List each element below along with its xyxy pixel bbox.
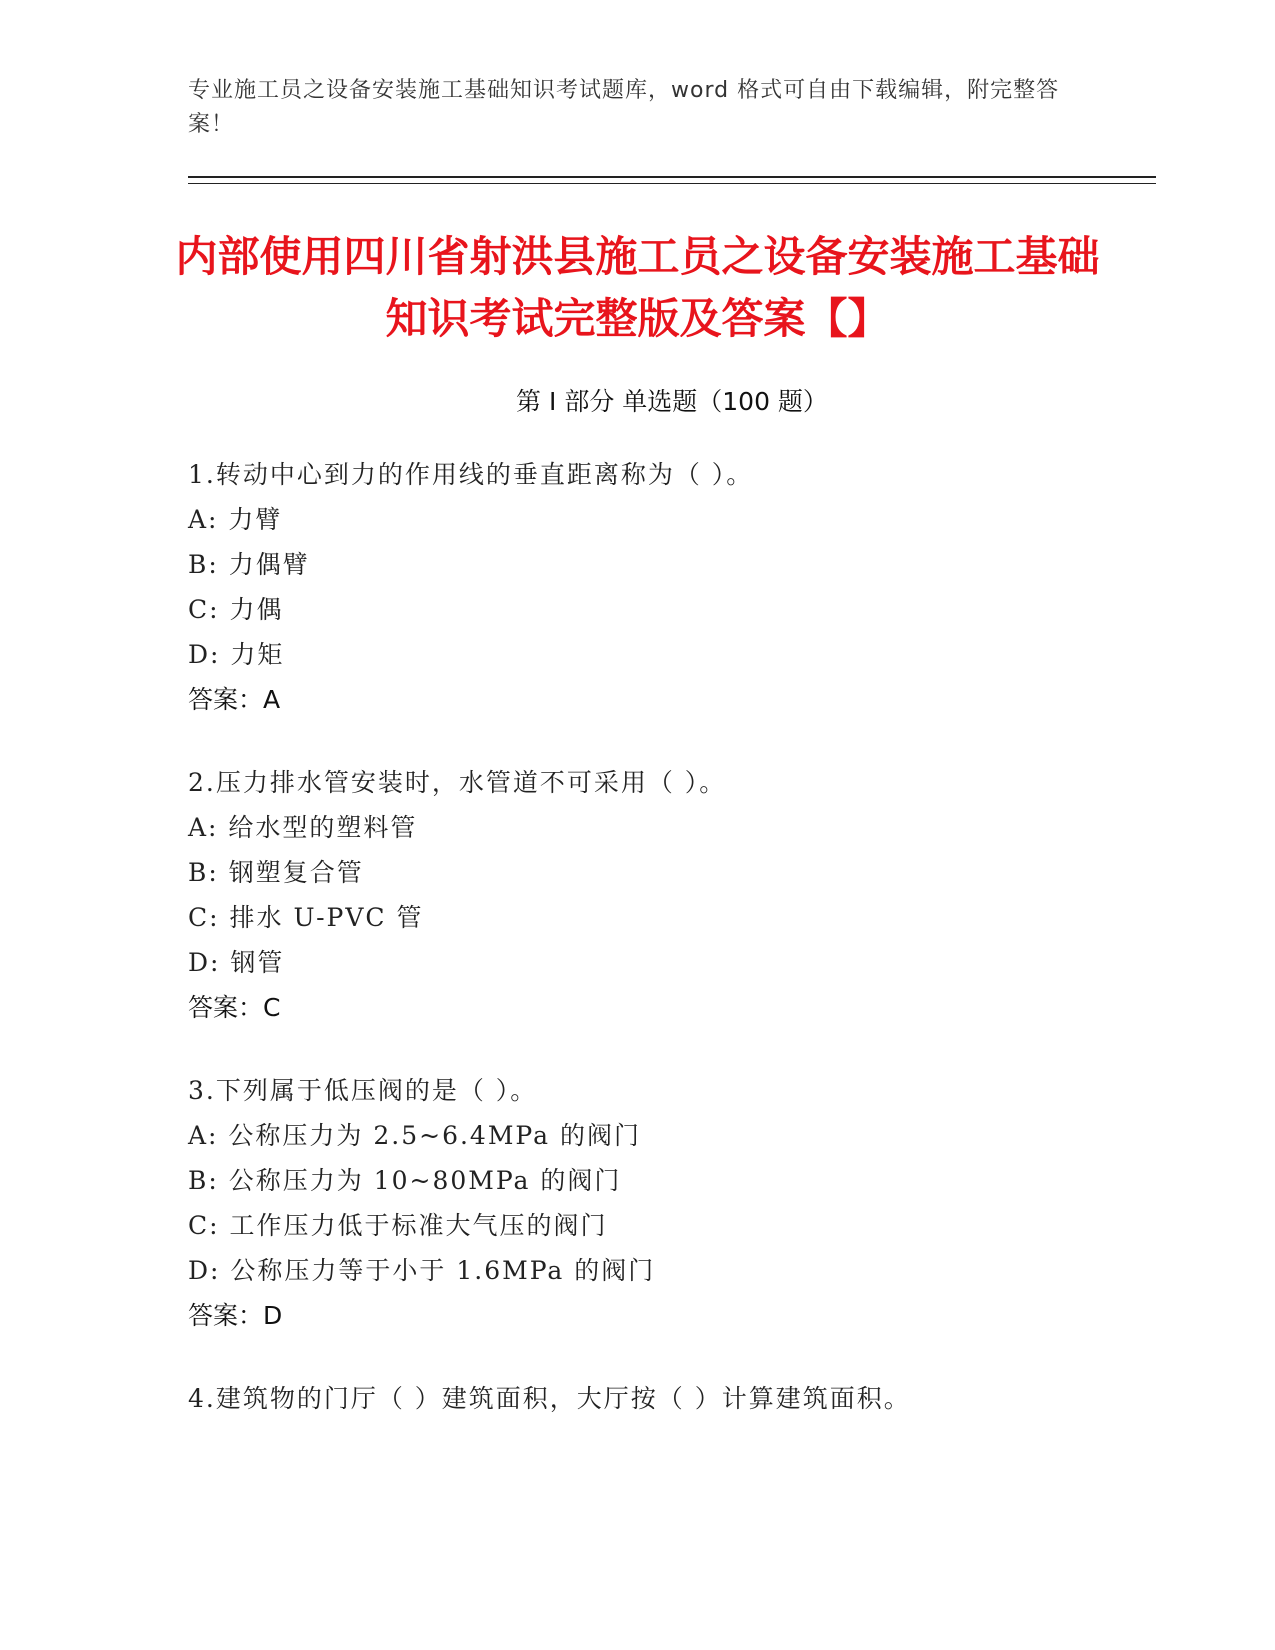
option-c: C: 排水 U-PVC 管 xyxy=(188,903,424,932)
question-stem: 4.建筑物的门厅（ ）建筑面积，大厅按（ ）计算建筑面积。 xyxy=(188,1384,911,1413)
question-4 xyxy=(188,1376,1156,1421)
option-c: C: 力偶 xyxy=(188,595,284,624)
option-d: D: 力矩 xyxy=(188,640,285,669)
header-note: 专业施工员之设备安装施工基础知识考试题库，word 格式可自由下载编辑，附完整答案！ xyxy=(188,78,1060,137)
answer: 答案：D xyxy=(188,1301,283,1330)
option-b: B: 力偶臂 xyxy=(188,550,310,579)
option-b: B: 公称压力为 10~80MPa 的阀门 xyxy=(188,1166,622,1195)
question-stem: 1.转动中心到力的作用线的垂直距离称为（ ）。 xyxy=(188,460,754,489)
answer: 答案：A xyxy=(188,685,281,714)
option-a: A: 给水型的塑料管 xyxy=(188,813,418,842)
option-a: A: 公称压力为 2.5~6.4MPa 的阀门 xyxy=(188,1121,641,1150)
section-title: 第 I 部分 单选题（100 题） xyxy=(516,387,828,416)
question-stem: 3.下列属于低压阀的是（ ）。 xyxy=(188,1076,538,1105)
option-a: A: 力臂 xyxy=(188,505,283,534)
option-c: C: 工作压力低于标准大气压的阀门 xyxy=(188,1211,608,1240)
option-b: B: 钢塑复合管 xyxy=(188,858,364,887)
document-title: 内部使用四川省射洪县施工员之设备安装施工基础知识考试完整版及答案【】 xyxy=(175,232,1100,343)
question-stem: 2.压力排水管安装时，水管道不可采用（ ）。 xyxy=(188,768,727,797)
header-rule-thick xyxy=(188,176,1156,178)
question-2 xyxy=(188,760,1156,1030)
option-d: D: 公称压力等于小于 1.6MPa 的阀门 xyxy=(188,1256,656,1285)
question-3 xyxy=(188,1068,1156,1338)
question-1 xyxy=(188,452,1156,722)
answer: 答案：C xyxy=(188,993,281,1022)
option-d: D: 钢管 xyxy=(188,948,285,977)
header-rule-thin xyxy=(188,183,1156,184)
